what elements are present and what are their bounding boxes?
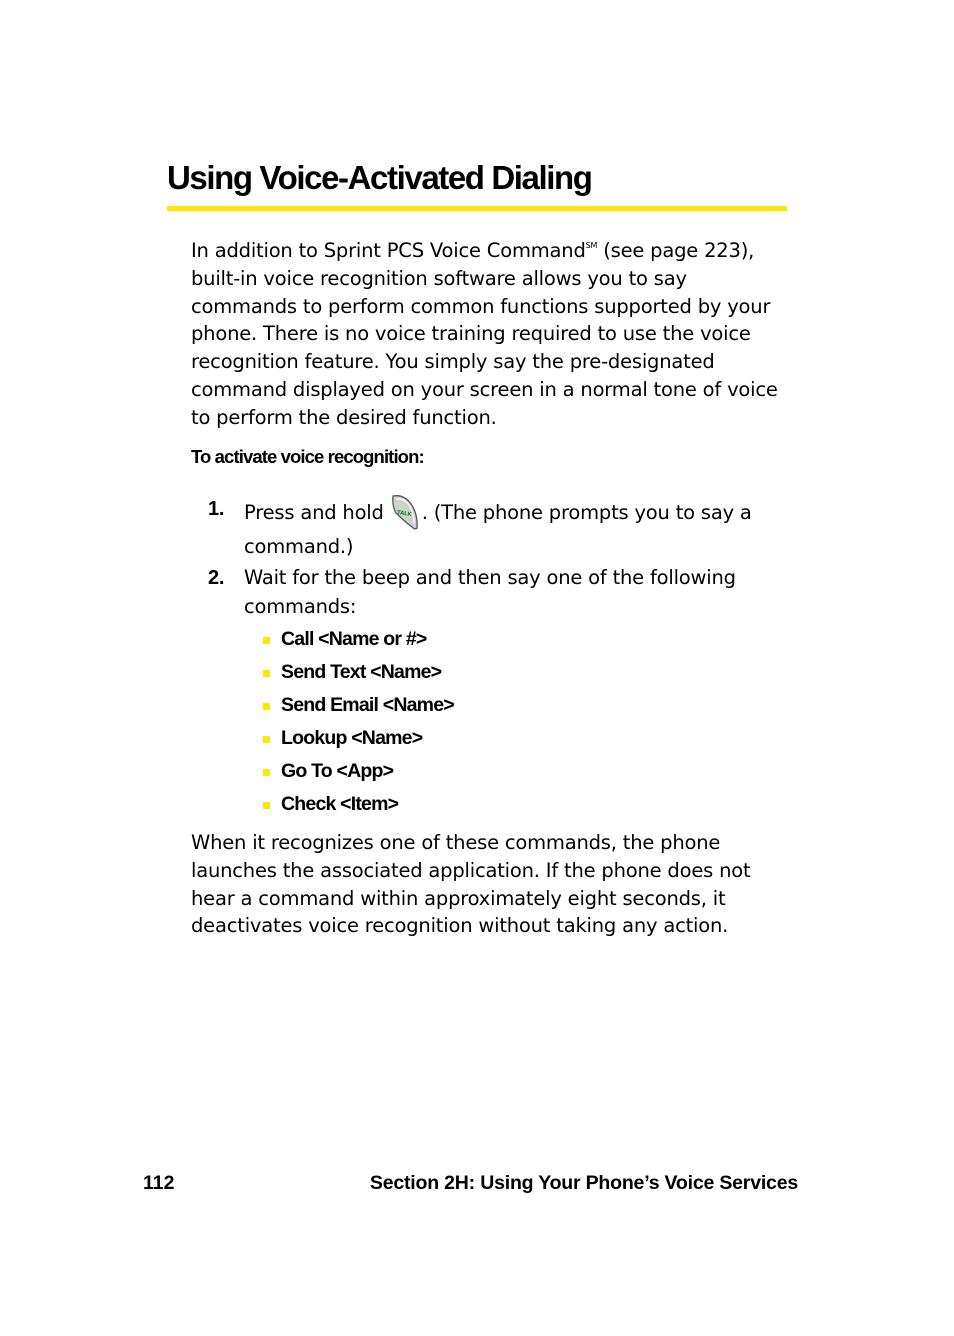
list-item [262, 789, 454, 822]
bullet-square-icon [263, 703, 270, 710]
step-text-start: Press and hold [244, 501, 384, 524]
intro-text-start: In addition to Sprint PCS Voice Command [191, 239, 586, 262]
service-mark: SM [585, 241, 598, 250]
command-label: Lookup <Name> [281, 727, 423, 749]
step-number: 2. [208, 567, 225, 589]
list-item [262, 624, 454, 657]
closing-paragraph: When it recognizes one of these commands, the phone launches the associated application. If the phone does not hear a command within approximately eight seconds, it deactivates voice recognition without taking any action. [191, 831, 751, 938]
bullet-square-icon [263, 736, 270, 743]
title-underline [167, 206, 787, 211]
talk-key-icon [390, 493, 420, 531]
bullet-square-icon [263, 637, 270, 644]
voice-command-list [262, 624, 454, 822]
step-number: 1. [208, 498, 225, 520]
intro-paragraph [191, 237, 791, 432]
procedure-heading: To activate voice recognition: [191, 446, 424, 467]
section-footer: Section 2H: Using Your Phone’s Voice Services [369, 1172, 798, 1194]
list-item [262, 756, 454, 789]
command-label: Send Email <Name> [281, 694, 454, 716]
bullet-square-icon [263, 670, 270, 677]
list-item [262, 690, 454, 723]
step-text-end: . (The phone prompts you to say a command.) [244, 501, 752, 558]
command-label: Go To <App> [281, 760, 394, 782]
talk-key-label: TALK [396, 510, 412, 518]
intro-text-rest: (see page 223), built-in voice recognition software allows you to say commands to perform common functions supported by your phone. There is no voice training required to use the voice recognition feature. You simply say the pre-designated command displayed on your screen in a normal tone of voice to perform the desired function. [191, 239, 778, 429]
step-text: Wait for the beep and then say one of the following commands: [244, 566, 736, 618]
command-label: Check <Item> [281, 793, 399, 815]
list-item [262, 657, 454, 690]
list-item [262, 723, 454, 756]
bullet-square-icon [263, 769, 270, 776]
command-label: Send Text <Name> [281, 661, 442, 683]
step-text [244, 493, 774, 563]
bullet-square-icon [263, 802, 270, 809]
command-label: Call <Name or #> [281, 628, 427, 650]
page-title: Using Voice-Activated Dialing [167, 159, 592, 196]
page-number: 112 [143, 1172, 175, 1194]
